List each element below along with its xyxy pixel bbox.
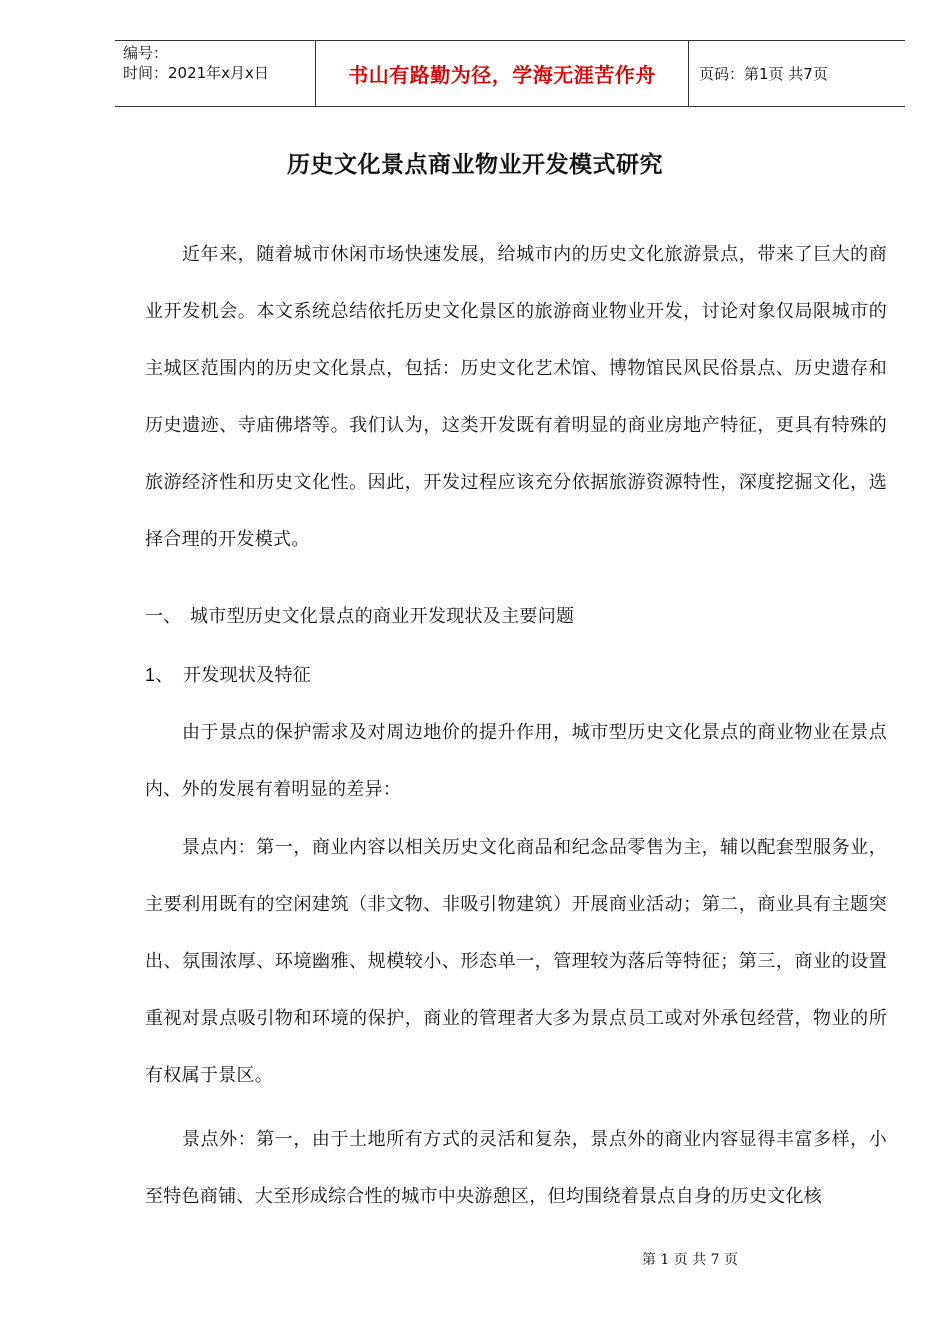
subsection-title: 开发现状及特征 <box>183 665 312 686</box>
section-title: 城市型历史文化景点的商业开发现状及主要问题 <box>190 606 575 627</box>
outside-paragraph: 景点外：第一，由于土地所有方式的灵活和复杂，景点外的商业内容显得丰富多样，小至特色商铺、大至形成综合性的城市中央游憩区，但均围绕着景点自身的历史文化核 <box>145 1129 887 1207</box>
header-meta <box>115 41 315 106</box>
serial-label: 编号： <box>123 44 169 62</box>
section-heading <box>145 602 887 632</box>
difference-paragraph: 由于景点的保护需求及对周边地价的提升作用，城市型历史文化景点的商业物业在景点内、外的发展有着明显的差异： <box>145 722 887 800</box>
section-number: 一、 <box>145 606 182 627</box>
subsection-number: 1、 <box>145 665 174 685</box>
inside-paragraph: 景点内：第一，商业内容以相关历史文化商品和纪念品零售为主，辅以配套型服务业，主要利用既有的空闲建筑（非文物、非吸引物建筑）开展商业活动；第二，商业具有主题突出、氛围浓厚、环境幽雅、规模较小、形态单一，管理较为落后等特征；第三，商业的设置重视对景点吸引物和环境的保护，商业的管理者大多为景点员工或对外承包经营，物业的所有权属于景区。 <box>145 837 887 1086</box>
page-footer: 第 1 页 共 7 页 <box>641 1252 738 1268</box>
time-label: 时间：2021年x月x日 <box>123 64 269 82</box>
header-motto: 书山有路勤为径，学海无涯苦作舟 <box>315 41 689 106</box>
header-page-info: 页码：第1页 共7页 <box>699 65 828 83</box>
intro-paragraph: 近年来，随着城市休闲市场快速发展，给城市内的历史文化旅游景点，带来了巨大的商业开发机会。本文系统总结依托历史文化景区的旅游商业物业开发，讨论对象仅局限城市的主城区范围内的历史文化景点，包括：历史文化艺术馆、博物馆民风民俗景点、历史遗存和历史遗迹、寺庙佛塔等。我们认为，这类开发既有着明显的商业房地产特征，更具有特殊的旅游经济性和历史文化性。因此，开发过程应该充分依据旅游资源特性，深度挖掘文化，选择合理的开发模式。 <box>145 244 887 550</box>
document-title: 历史文化景点商业物业开发模式研究 <box>287 152 663 178</box>
subsection-heading <box>145 660 887 691</box>
page-header <box>115 40 905 107</box>
